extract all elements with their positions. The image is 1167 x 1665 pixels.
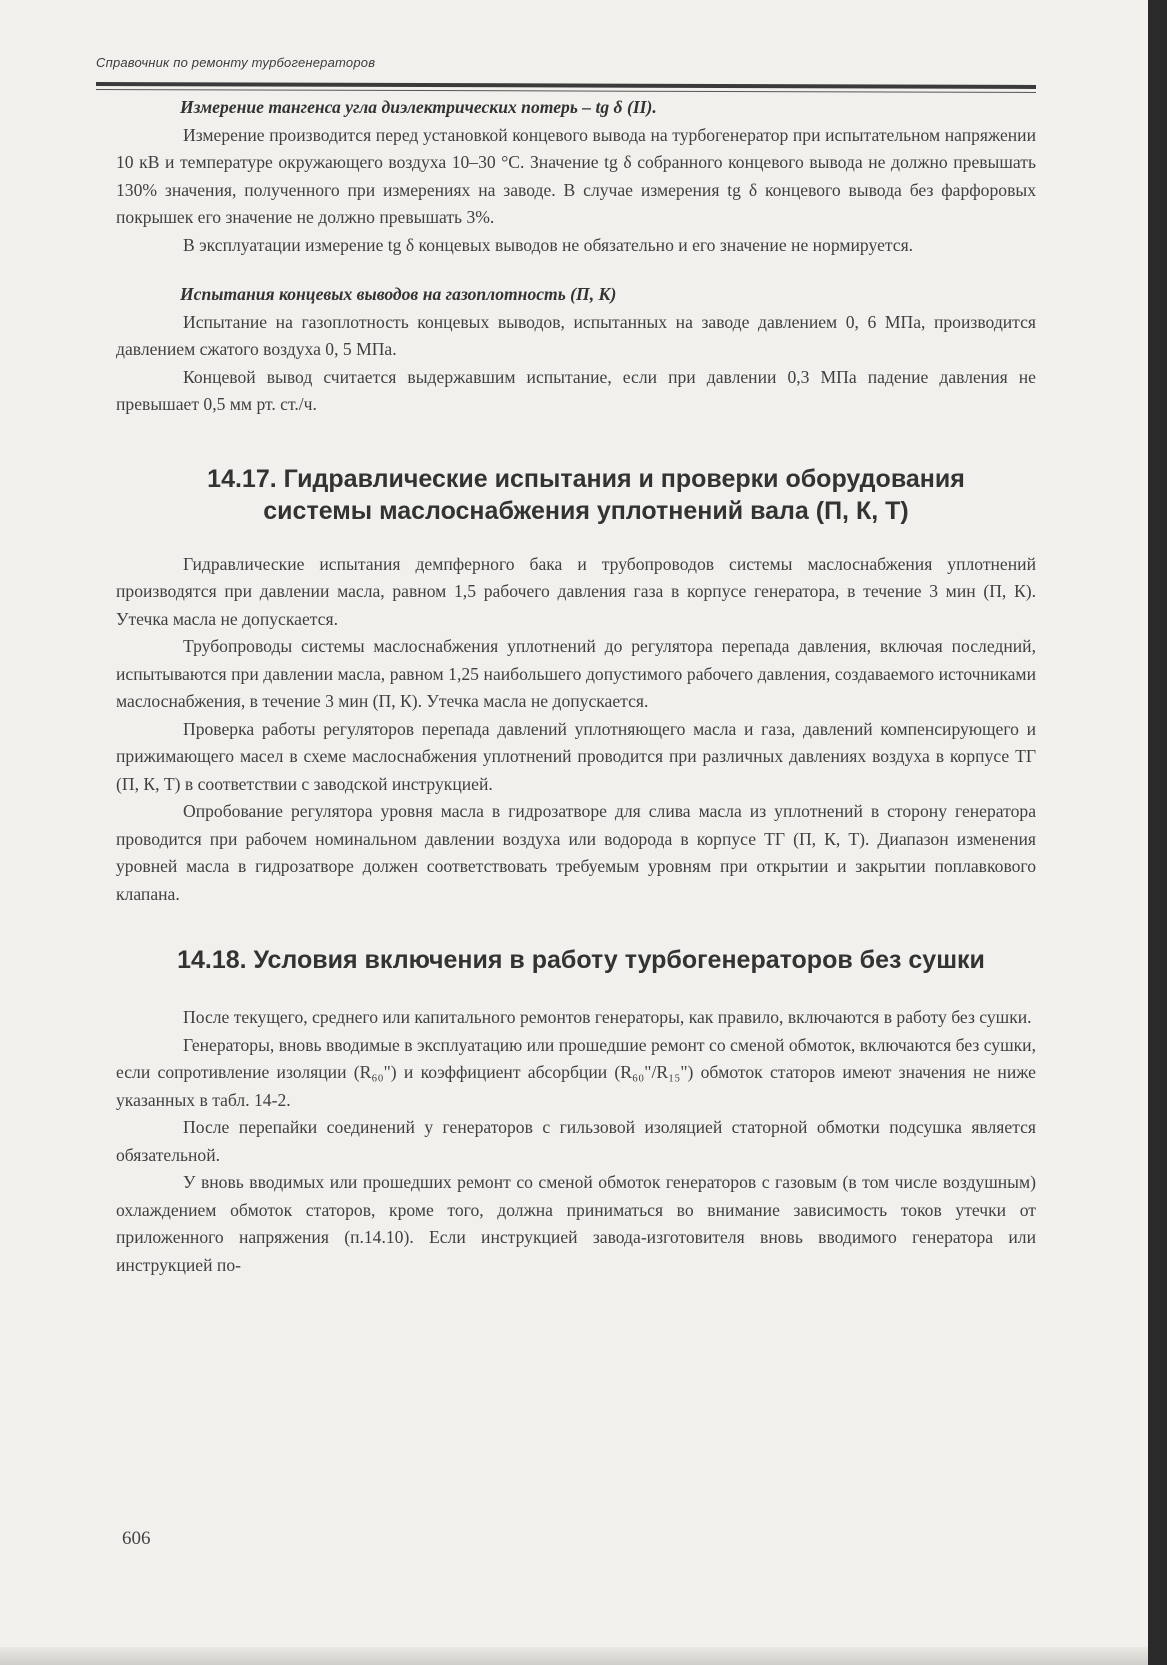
header-rule: [96, 82, 1036, 89]
paragraph: В эксплуатации измерение tg δ концевых выводов не обязательно и его значение не нормируется.: [183, 234, 914, 255]
paragraph: Проверка работы регуляторов перепада давлений уплотняющего масла и газа, давлений компенсирующего и прижимающего масел в схеме маслоснабжения уплотнений проводится при различных давлениях воздуха в корпусе ТГ (П, К, Т) в соответствии с заводской инструкцией.: [116, 718, 1036, 794]
paragraph: У вновь вводимых или прошедших ремонт со сменой обмоток генераторов с газовым (в том числе воздушным) охлаждением обмоток статоров, кроме того, должна приниматься во внимание зависимость токов утечки от приложенного напряжения (п.14.10). Если инструкцией завода-изготовителя вновь вводимого генератора или инструкцией по-: [116, 1172, 1036, 1275]
paragraph: Трубопроводы системы маслоснабжения уплотнений до регулятора перепада давления, включая последний, испытываются при давлении масла, равном 1,25 наибольшего допустимого рабочего давления, создаваемого источниками маслоснабжения, в течение 3 мин (П, К). Утечка масла не допускается.: [116, 636, 1036, 711]
page-content: [116, 94, 1036, 1279]
header-rule-thin: [96, 89, 1036, 93]
paragraph: Испытание на газоплотность концевых выводов, испытанных на заводе давлением 0, 6 МПа, производится давлением сжатого воздуха 0, 5 МПа.: [116, 311, 1036, 359]
running-header: Справочник по ремонту турбогенераторов: [96, 55, 376, 70]
section-title-14-17: 14.17. Гидравлические испытания и проверки оборудования системы маслоснабжения уплотнений вала (П, К, Т): [207, 464, 965, 525]
paragraph: Опробование регулятора уровня масла в гидрозатворе для слива масла из уплотнений в сторону генератора проводится при рабочем номинальном давлении воздуха или водорода в корпусе ТГ (П, К, Т). Диапазон изменения уровней масла в гидрозатворе должен соответствовать требуемым уровням при открытии и закрытии поплавкового клапана.: [116, 801, 1036, 904]
page-number: 606: [122, 1528, 151, 1549]
spacer: [116, 259, 1036, 281]
tangent-heading: Измерение тангенса угла диэлектрических потерь – tg δ (II).: [180, 97, 657, 117]
gas-tightness-heading: Испытания концевых выводов на газоплотность (П, К): [180, 284, 617, 304]
paragraph: После перепайки соединений у генераторов с гильзовой изоляцией статорной обмотки подсушка является обязательной.: [116, 1117, 1036, 1165]
paragraph: После текущего, среднего или капитального ремонтов генераторы, как правило, включаются в работу без сушки.: [183, 1007, 1032, 1027]
paragraph: Генераторы, вновь вводимые в эксплуатацию или прошедшие ремонт со сменой обмоток, включаются без сушки, если сопротивление изоляции (R₆₀") и коэффициент абсорбции (R₆₀"/R₁₅") обмоток статоров имеют значения не ниже указанных в табл. 14-2.: [116, 1034, 1036, 1110]
paragraph: Концевой вывод считается выдержавшим испытание, если при давлении 0,3 МПа падение давления не превышает 0,5 мм рт. ст./ч.: [116, 366, 1036, 414]
paragraph: Гидравлические испытания демпферного бака и трубопроводов системы маслоснабжения уплотнений производятся при давлении масла, равном 1,5 рабочего давления газа в корпусе генератора, в течение 3 мин (П, К). Утечка масла не допускается.: [116, 553, 1036, 629]
paragraph: Измерение производится перед установкой концевого вывода на турбогенератор при испытательном напряжении 10 кВ и температуре окружающего воздуха 10–30 °С. Значение tg δ собранного концевого вывода не должно превышать 130% значения, полученного при измерениях на заводе. В случае измерения tg δ концевого вывода без фарфоровых покрышек его значение не должно превышать 3%.: [116, 124, 1036, 227]
section-title-14-18: 14.18. Условия включения в работу турбогенераторов без сушки: [177, 946, 985, 974]
